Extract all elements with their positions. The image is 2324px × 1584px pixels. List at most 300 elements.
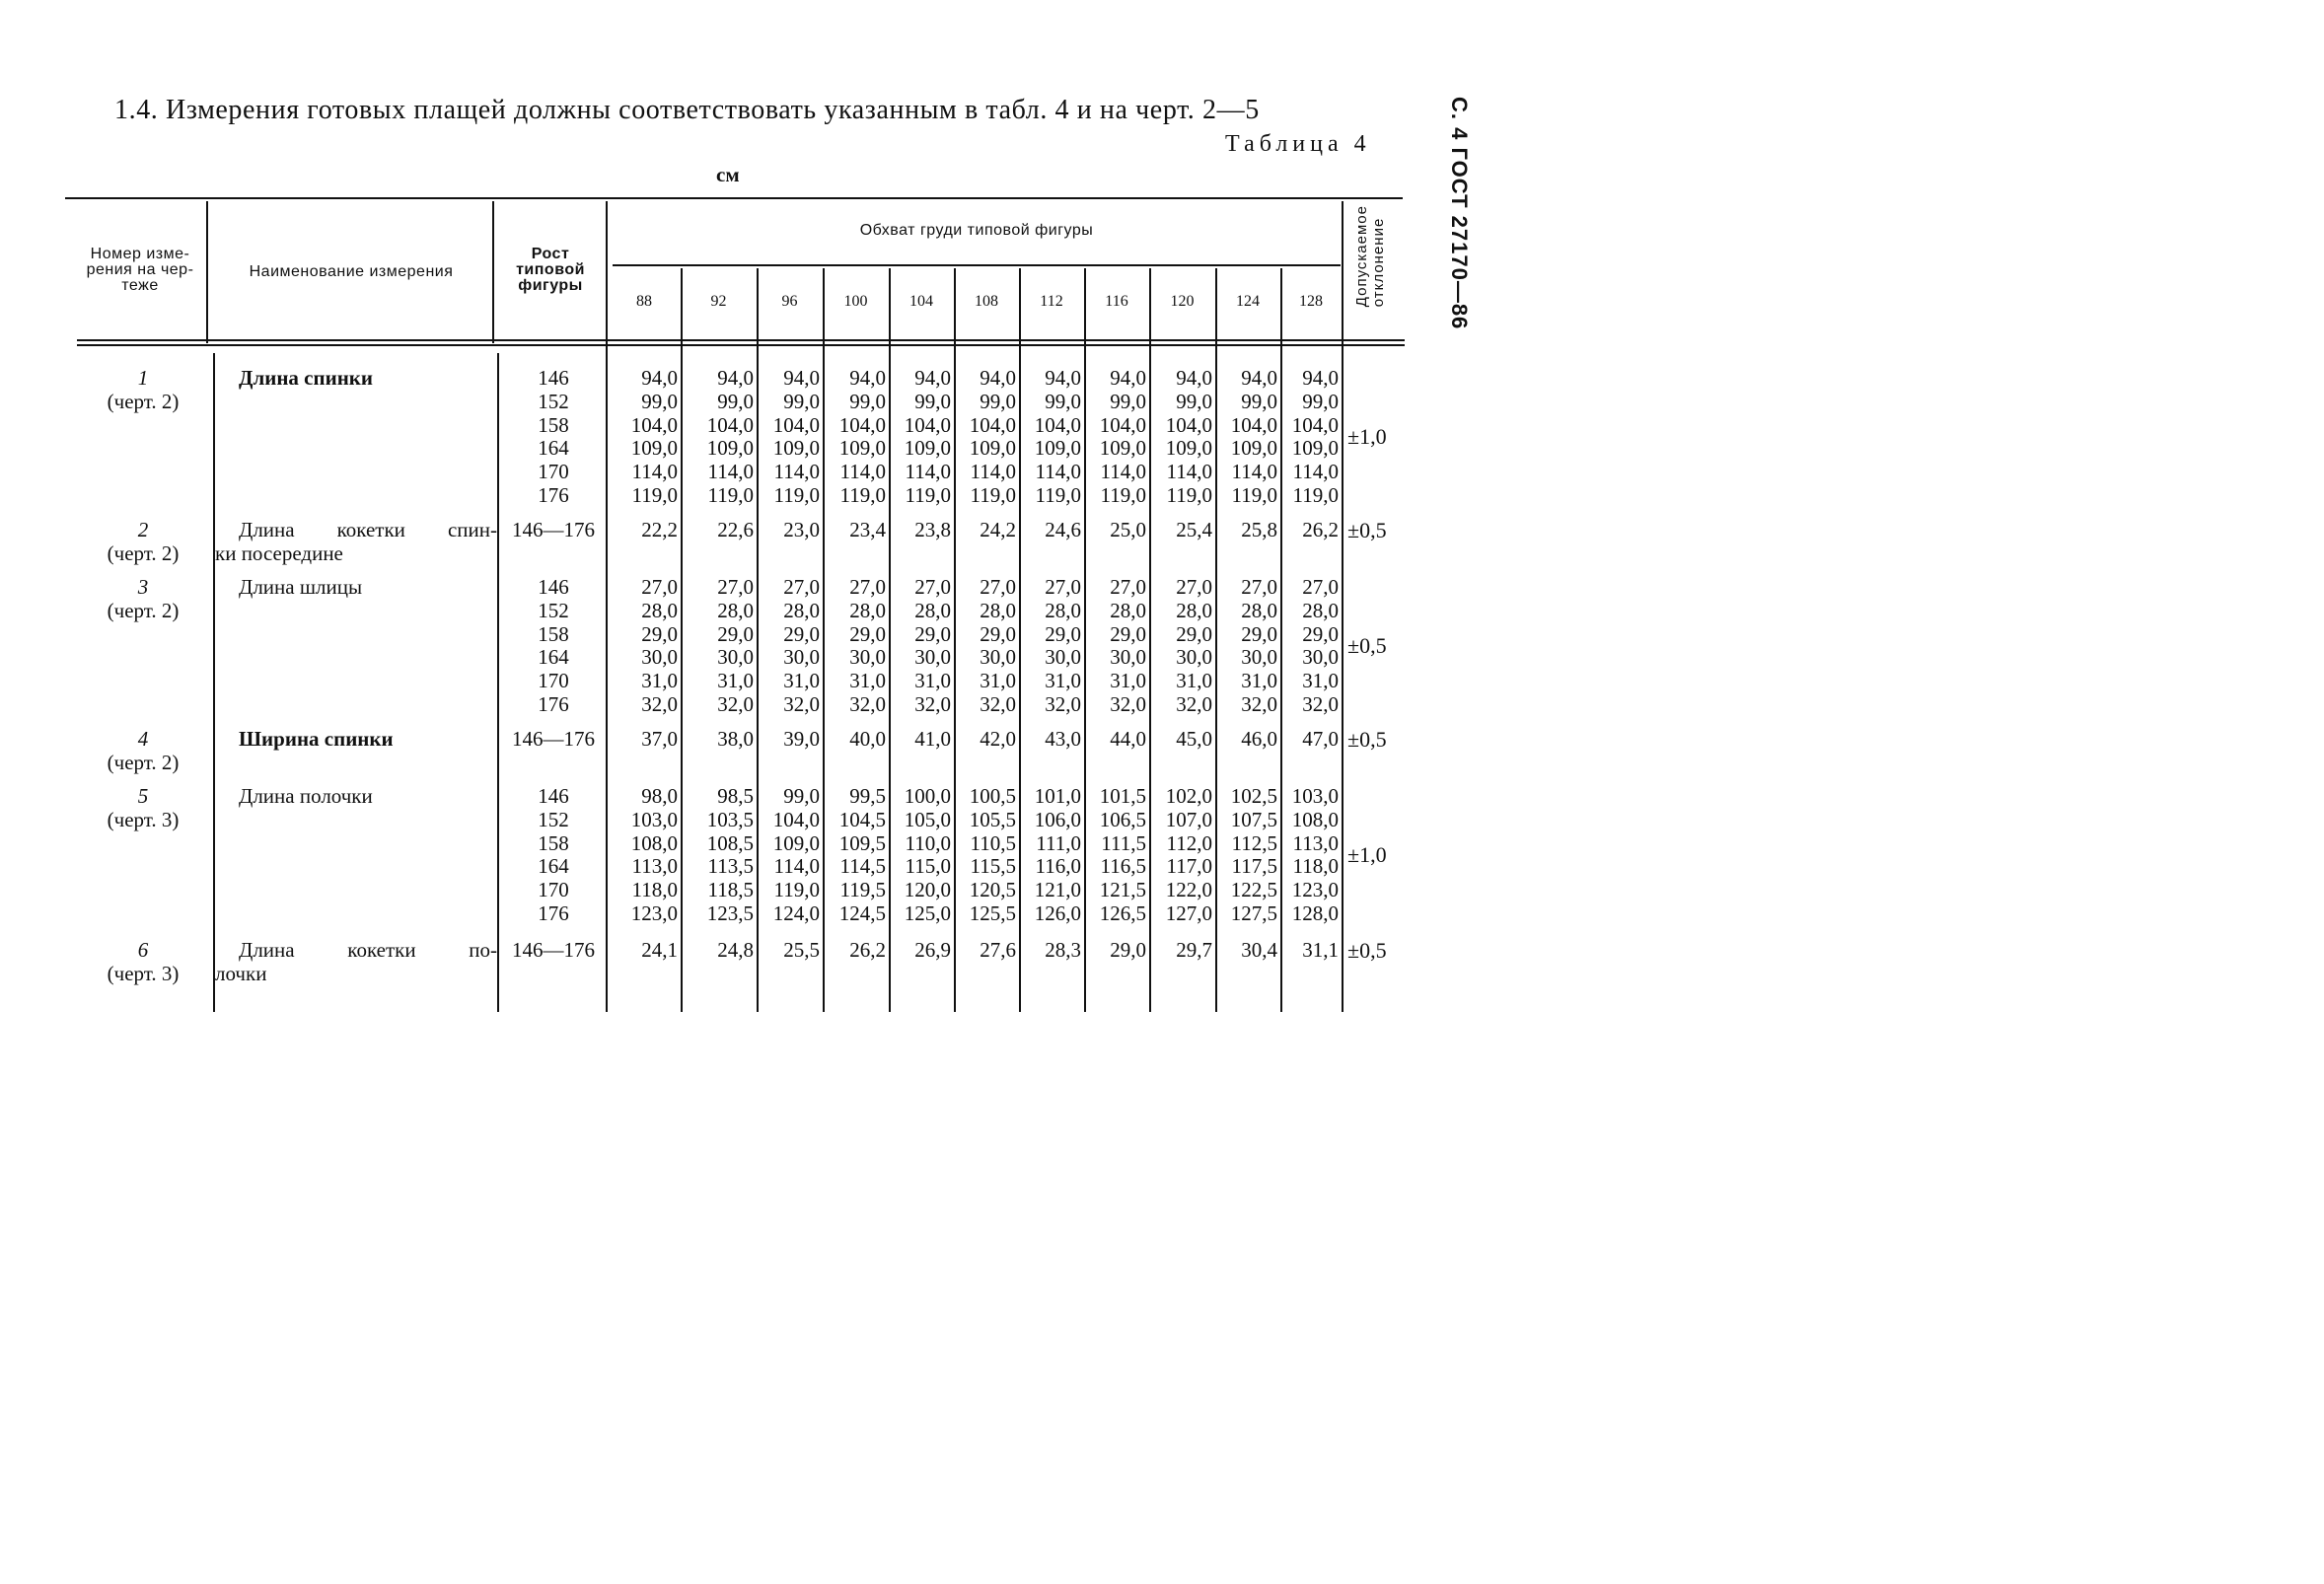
table-cell: 113,5 [707, 854, 754, 879]
table-cell: 30,0 [1176, 645, 1212, 670]
table-cell: 99,0 [783, 389, 820, 413]
table-cell: 112,0 [1166, 830, 1212, 855]
table-cell: 29,0 [980, 621, 1016, 646]
table-cell: 119,0 [707, 483, 754, 507]
figure-height-value: 146 [538, 784, 569, 808]
table-cell: 29,0 [717, 621, 754, 646]
table-cell: 108,5 [706, 830, 754, 855]
table-cell: 123,0 [630, 901, 678, 925]
table-cell: 117,0 [1166, 854, 1212, 879]
table-cell: 109,0 [1165, 436, 1212, 461]
table-cell: 27,0 [849, 575, 886, 599]
table-cell: 30,4 [1241, 938, 1277, 962]
table-cell: 32,0 [1176, 692, 1212, 716]
table-cell: 43,0 [1045, 727, 1081, 751]
table-cell: 45,0 [1176, 727, 1212, 751]
girth-column-header: 88 [636, 293, 652, 310]
drawing-reference: (черт. 3) [107, 961, 180, 985]
figure-height-value: 152 [538, 598, 569, 622]
table-cell: 106,0 [1034, 807, 1081, 831]
figure-height-value: 146 [538, 575, 569, 599]
table-cell: 103,0 [630, 807, 678, 831]
table-cell: 119,0 [1166, 483, 1212, 507]
table-cell: 44,0 [1110, 727, 1146, 751]
table-cell: 30,0 [1110, 645, 1146, 670]
table-cell: 94,0 [1176, 366, 1212, 390]
table-cell: 98,5 [717, 784, 754, 808]
drawing-reference: (черт. 2) [107, 540, 180, 565]
table-cell: 111,5 [1101, 830, 1146, 855]
table-cell: 117,5 [1231, 854, 1277, 879]
girth-column-header: 92 [710, 293, 727, 310]
measure-name: Длина спинки [239, 366, 373, 390]
table-cell: 103,5 [706, 807, 754, 831]
table-cell: 123,5 [706, 901, 754, 925]
table-cell: 41,0 [914, 727, 951, 751]
table-cell: 113,0 [1292, 830, 1339, 855]
tolerance-value: ±1,0 [1347, 424, 1387, 450]
table-cell: 116,0 [1035, 854, 1081, 879]
table-cell: 27,0 [980, 575, 1016, 599]
measure-number [69, 576, 217, 623]
table-cell: 42,0 [980, 727, 1016, 751]
table-cell: 47,0 [1302, 727, 1339, 751]
table-cell: 103,0 [1291, 784, 1339, 808]
table-cell: 27,0 [641, 575, 678, 599]
table-cell: 104,0 [772, 412, 820, 437]
figure-height-value: 146—176 [512, 938, 595, 962]
table-cell: 124,0 [772, 901, 820, 925]
figure-height-value: 152 [538, 389, 569, 413]
table-cell: 29,0 [1241, 621, 1277, 646]
table-cell: 109,0 [630, 436, 678, 461]
table-cell: 23,0 [783, 518, 820, 541]
table-cell: 107,0 [1165, 807, 1212, 831]
table-cell: 23,4 [849, 518, 886, 541]
table-cell: 118,0 [631, 878, 678, 902]
table-cell: 23,8 [914, 518, 951, 541]
table-cell: 32,0 [1110, 692, 1146, 716]
table-cell: 27,0 [1241, 575, 1277, 599]
table-cell: 31,1 [1302, 938, 1339, 962]
table-cell: 94,0 [849, 366, 886, 390]
table-cell: 26,2 [1302, 518, 1339, 541]
table-cell: 30,0 [1241, 645, 1277, 670]
header-chest-girth: Обхват груди типовой фигуры [859, 222, 1094, 239]
table-cell: 109,0 [1230, 436, 1277, 461]
table-cell: 119,0 [1100, 483, 1146, 507]
table-cell: 31,0 [641, 669, 678, 693]
drawing-reference: (черт. 2) [107, 750, 180, 774]
figure-heights [499, 939, 608, 963]
table-cell: 114,0 [1100, 460, 1146, 484]
measure-name: Длина шлицы [239, 575, 363, 599]
table-cell: 94,0 [980, 366, 1016, 390]
table-cell: 104,0 [1165, 412, 1212, 437]
girth-column-header: 120 [1170, 293, 1195, 310]
figure-height-value: 164 [538, 436, 569, 461]
measure-number [69, 939, 217, 986]
table-cell: 28,0 [980, 598, 1016, 622]
table-cell: 24,6 [1045, 518, 1081, 541]
figure-height-value: 164 [538, 645, 569, 670]
table-cell: 109,0 [772, 830, 820, 855]
table-cell: 27,6 [980, 938, 1016, 962]
table-cell: 30,0 [783, 645, 820, 670]
table-cell: 109,0 [1099, 436, 1146, 461]
figure-height-value: 176 [538, 691, 569, 716]
table-cell: 110,5 [970, 830, 1016, 855]
table-cell: 104,0 [1230, 412, 1277, 437]
measure-number-value: 5 [137, 784, 149, 808]
figure-heights [499, 576, 608, 717]
table-cell: 94,0 [1110, 366, 1146, 390]
table-cell: 29,0 [1302, 621, 1339, 646]
table-cell: 24,8 [717, 938, 754, 962]
table-cell: 30,0 [1045, 645, 1081, 670]
table-cell: 128,0 [1291, 901, 1339, 925]
table-cell: 25,0 [1110, 518, 1146, 541]
table-cell: 104,0 [706, 412, 754, 437]
table-cell: 32,0 [849, 692, 886, 716]
table-cell: 99,0 [1045, 389, 1081, 413]
table-cell: 104,0 [1291, 412, 1339, 437]
table-cell: 115,0 [905, 854, 951, 879]
table-cell: 29,0 [849, 621, 886, 646]
table-cell: 108,0 [630, 830, 678, 855]
table-cell: 114,0 [839, 460, 886, 484]
table-cell: 94,0 [1302, 366, 1339, 390]
table-cell: 120,0 [904, 878, 951, 902]
table-cell: 125,5 [969, 901, 1016, 925]
header-tolerance [1349, 205, 1401, 333]
measure-name [215, 939, 497, 986]
girth-column-header: 128 [1299, 293, 1323, 310]
table-cell: 116,5 [1100, 854, 1146, 879]
table-cell: 112,5 [1231, 830, 1277, 855]
drawing-reference: (черт. 3) [107, 807, 180, 831]
measure-number [69, 785, 217, 832]
table-cell: 125,0 [904, 901, 951, 925]
table-cell: 102,0 [1165, 784, 1212, 808]
measure-name-line: ки посередине [215, 540, 343, 565]
col-divider-tolerance [1342, 201, 1344, 1012]
table-cell: 105,5 [969, 807, 1016, 831]
table-cell: 111,0 [1036, 830, 1081, 855]
table-cell: 99,0 [1110, 389, 1146, 413]
girth-header-rule [613, 264, 1341, 266]
table-cell: 109,0 [904, 436, 951, 461]
table-cell: 121,5 [1099, 878, 1146, 902]
table-cell: 105,0 [904, 807, 951, 831]
table-cell: 26,2 [849, 938, 886, 962]
figure-height-value: 146—176 [512, 727, 595, 751]
table-label: Таблица 4 [1225, 131, 1371, 157]
table-cell: 114,0 [631, 460, 678, 484]
col-divider-height [492, 201, 494, 343]
figure-height-value: 146—176 [512, 518, 595, 541]
table-cell: 29,0 [641, 621, 678, 646]
table-cell: 39,0 [783, 727, 820, 751]
table-cell: 114,5 [839, 854, 886, 879]
figure-height-value: 158 [538, 412, 569, 437]
figure-heights [499, 367, 608, 508]
girth-column-header: 104 [909, 293, 933, 310]
table-cell: 94,0 [914, 366, 951, 390]
table-cell: 114,0 [1292, 460, 1339, 484]
table-cell: 114,0 [970, 460, 1016, 484]
table-cell: 29,0 [1045, 621, 1081, 646]
table-cell: 99,0 [849, 389, 886, 413]
table-cell: 98,0 [641, 784, 678, 808]
table-cell: 113,0 [631, 854, 678, 879]
table-cell: 99,0 [717, 389, 754, 413]
table-cell: 31,0 [1302, 669, 1339, 693]
table-cell: 109,5 [838, 830, 886, 855]
table-cell: 28,0 [1241, 598, 1277, 622]
table-cell: 99,0 [980, 389, 1016, 413]
table-cell: 28,0 [717, 598, 754, 622]
table-cell: 28,0 [1302, 598, 1339, 622]
table-cell: 119,0 [773, 878, 820, 902]
table-cell: 101,0 [1034, 784, 1081, 808]
table-cell: 109,0 [838, 436, 886, 461]
figure-height-value: 152 [538, 807, 569, 831]
table-cell: 94,0 [1045, 366, 1081, 390]
girth-column-header: 116 [1105, 293, 1128, 310]
table-cell: 31,0 [980, 669, 1016, 693]
table-cell: 27,0 [1302, 575, 1339, 599]
girth-column-header: 108 [975, 293, 998, 310]
measure-name [215, 519, 497, 566]
figure-height-value: 176 [538, 900, 569, 925]
drawing-reference: (черт. 2) [107, 598, 180, 622]
table-cell: 31,0 [783, 669, 820, 693]
table-cell: 32,0 [783, 692, 820, 716]
table-top-rule [65, 197, 1403, 199]
table-cell: 123,0 [1291, 878, 1339, 902]
table-cell: 37,0 [641, 727, 678, 751]
table-cell: 30,0 [914, 645, 951, 670]
table-cell: 114,0 [1231, 460, 1277, 484]
side-running-header [1446, 97, 1486, 353]
table-cell: 119,0 [1231, 483, 1277, 507]
table-cell: 26,9 [914, 938, 951, 962]
table-cell: 32,0 [641, 692, 678, 716]
table-cell: 30,0 [1302, 645, 1339, 670]
measure-name: Ширина спинки [239, 727, 394, 751]
figure-heights [499, 785, 608, 926]
table-cell: 118,0 [1292, 854, 1339, 879]
girth-column-header: 100 [843, 293, 868, 310]
table-cell: 25,5 [783, 938, 820, 962]
header-figure-height: Рост типовой фигуры [516, 246, 585, 294]
table-cell: 30,0 [849, 645, 886, 670]
measure-number [69, 728, 217, 775]
table-cell: 30,0 [717, 645, 754, 670]
table-cell: 31,0 [717, 669, 754, 693]
figure-height-value: 158 [538, 621, 569, 646]
table-cell: 27,0 [1045, 575, 1081, 599]
table-cell: 28,0 [1176, 598, 1212, 622]
table-cell: 120,5 [969, 878, 1016, 902]
measure-number [69, 519, 217, 566]
tolerance-value: ±0,5 [1347, 937, 1387, 963]
table-cell: 32,0 [717, 692, 754, 716]
table-cell: 31,0 [1241, 669, 1277, 693]
header-measure-name: Наименование измерения [249, 263, 454, 280]
table-cell: 31,0 [849, 669, 886, 693]
header-tolerance-text: Допускаемое отклонение [1353, 205, 1387, 308]
table-cell: 27,0 [1110, 575, 1146, 599]
table-cell: 119,0 [970, 483, 1016, 507]
table-cell: 99,0 [1302, 389, 1339, 413]
figure-height-value: 170 [538, 460, 569, 484]
table-cell: 28,0 [1110, 598, 1146, 622]
table-cell: 110,0 [905, 830, 951, 855]
girth-column-header: 96 [781, 293, 798, 310]
table-cell: 31,0 [914, 669, 951, 693]
measure-number-value: 4 [137, 727, 149, 751]
table-cell: 104,0 [1034, 412, 1081, 437]
figure-heights [499, 728, 608, 752]
table-cell: 94,0 [717, 366, 754, 390]
header-measure-number: Номер изме- рения на чер- теже [86, 246, 194, 294]
header-bottom-rule-1 [77, 339, 1405, 341]
table-cell: 104,0 [969, 412, 1016, 437]
table-cell: 30,0 [980, 645, 1016, 670]
section-heading: 1.4. Измерения готовых плащей должны соответствовать указанным в табл. 4 и на черт. 2—5 [114, 95, 1260, 125]
table-cell: 104,0 [838, 412, 886, 437]
table-cell: 99,5 [849, 784, 886, 808]
table-cell: 30,0 [641, 645, 678, 670]
figure-height-value: 164 [538, 854, 569, 879]
table-cell: 114,0 [1166, 460, 1212, 484]
table-cell: 32,0 [980, 692, 1016, 716]
table-cell: 101,5 [1099, 784, 1146, 808]
table-cell: 27,0 [717, 575, 754, 599]
figure-height-value: 158 [538, 830, 569, 855]
table-cell: 104,0 [904, 412, 951, 437]
side-label: С. 4 ГОСТ 27170—86 [1447, 97, 1472, 330]
table-cell: 29,7 [1176, 938, 1212, 962]
table-cell: 114,0 [1035, 460, 1081, 484]
table-cell: 22,6 [717, 518, 754, 541]
table-cell: 126,0 [1034, 901, 1081, 925]
table-cell: 114,0 [773, 460, 820, 484]
figure-height-value: 146 [538, 366, 569, 390]
table-cell: 119,0 [1292, 483, 1339, 507]
table-cell: 28,3 [1045, 938, 1081, 962]
table-cell: 28,0 [783, 598, 820, 622]
table-cell: 29,0 [914, 621, 951, 646]
measure-number-value: 2 [137, 518, 149, 541]
table-cell: 127,5 [1230, 901, 1277, 925]
table-cell: 100,5 [969, 784, 1016, 808]
measure-number-value: 1 [137, 366, 149, 390]
table-cell: 109,0 [772, 436, 820, 461]
table-cell: 124,5 [838, 901, 886, 925]
table-cell: 109,0 [1291, 436, 1339, 461]
table-cell: 32,0 [1045, 692, 1081, 716]
measure-number [69, 367, 217, 414]
table-cell: 109,0 [706, 436, 754, 461]
table-cell: 109,0 [1034, 436, 1081, 461]
table-cell: 126,5 [1099, 901, 1146, 925]
measure-name: Длина полочки [239, 784, 373, 808]
table-cell: 29,0 [1176, 621, 1212, 646]
table-cell: 100,0 [904, 784, 951, 808]
table-cell: 31,0 [1176, 669, 1212, 693]
table-cell: 119,0 [1035, 483, 1081, 507]
table-cell: 27,0 [783, 575, 820, 599]
table-cell: 25,8 [1241, 518, 1277, 541]
table-cell: 118,5 [707, 878, 754, 902]
table-cell: 119,0 [631, 483, 678, 507]
table-cell: 119,0 [905, 483, 951, 507]
measure-number-value: 6 [137, 938, 149, 962]
table-cell: 25,4 [1176, 518, 1212, 541]
table-cell: 99,0 [1241, 389, 1277, 413]
table-cell: 102,5 [1230, 784, 1277, 808]
figure-height-value: 170 [538, 669, 569, 693]
table-cell: 24,1 [641, 938, 678, 962]
table-cell: 108,0 [1291, 807, 1339, 831]
table-cell: 99,0 [1176, 389, 1212, 413]
table-cell: 114,0 [773, 854, 820, 879]
table-cell: 109,0 [969, 436, 1016, 461]
measure-name-line: лочки [215, 961, 267, 985]
table-cell: 31,0 [1110, 669, 1146, 693]
table-cell: 104,0 [1099, 412, 1146, 437]
tolerance-value: ±0,5 [1347, 633, 1387, 659]
table-cell: 40,0 [849, 727, 886, 751]
table-cell: 28,0 [849, 598, 886, 622]
table-cell: 119,5 [839, 878, 886, 902]
measure-number-value: 3 [137, 575, 149, 599]
table-cell: 28,0 [914, 598, 951, 622]
girth-column-header: 112 [1040, 293, 1063, 310]
table-cell: 99,0 [641, 389, 678, 413]
figure-heights [499, 519, 608, 542]
tolerance-value: ±0,5 [1347, 726, 1387, 752]
table-cell: 94,0 [783, 366, 820, 390]
table-cell: 114,0 [905, 460, 951, 484]
table-cell: 32,0 [1302, 692, 1339, 716]
table-cell: 119,0 [773, 483, 820, 507]
table-cell: 29,0 [1110, 938, 1146, 962]
table-cell: 104,0 [630, 412, 678, 437]
table-cell: 29,0 [783, 621, 820, 646]
header-bottom-rule-2 [77, 344, 1405, 346]
table-cell: 94,0 [641, 366, 678, 390]
table-cell: 27,0 [1176, 575, 1212, 599]
table-cell: 27,0 [914, 575, 951, 599]
table-cell: 127,0 [1165, 901, 1212, 925]
table-cell: 46,0 [1241, 727, 1277, 751]
measure-name-line: Длина кокетки по- [239, 938, 497, 962]
table-cell: 28,0 [1045, 598, 1081, 622]
table-cell: 38,0 [717, 727, 754, 751]
table-cell: 99,0 [914, 389, 951, 413]
table-cell: 106,5 [1099, 807, 1146, 831]
table-cell: 94,0 [1241, 366, 1277, 390]
table-cell: 99,0 [783, 784, 820, 808]
table-cell: 32,0 [1241, 692, 1277, 716]
table-cell: 28,0 [641, 598, 678, 622]
unit-label: см [716, 163, 740, 186]
table-cell: 121,0 [1034, 878, 1081, 902]
